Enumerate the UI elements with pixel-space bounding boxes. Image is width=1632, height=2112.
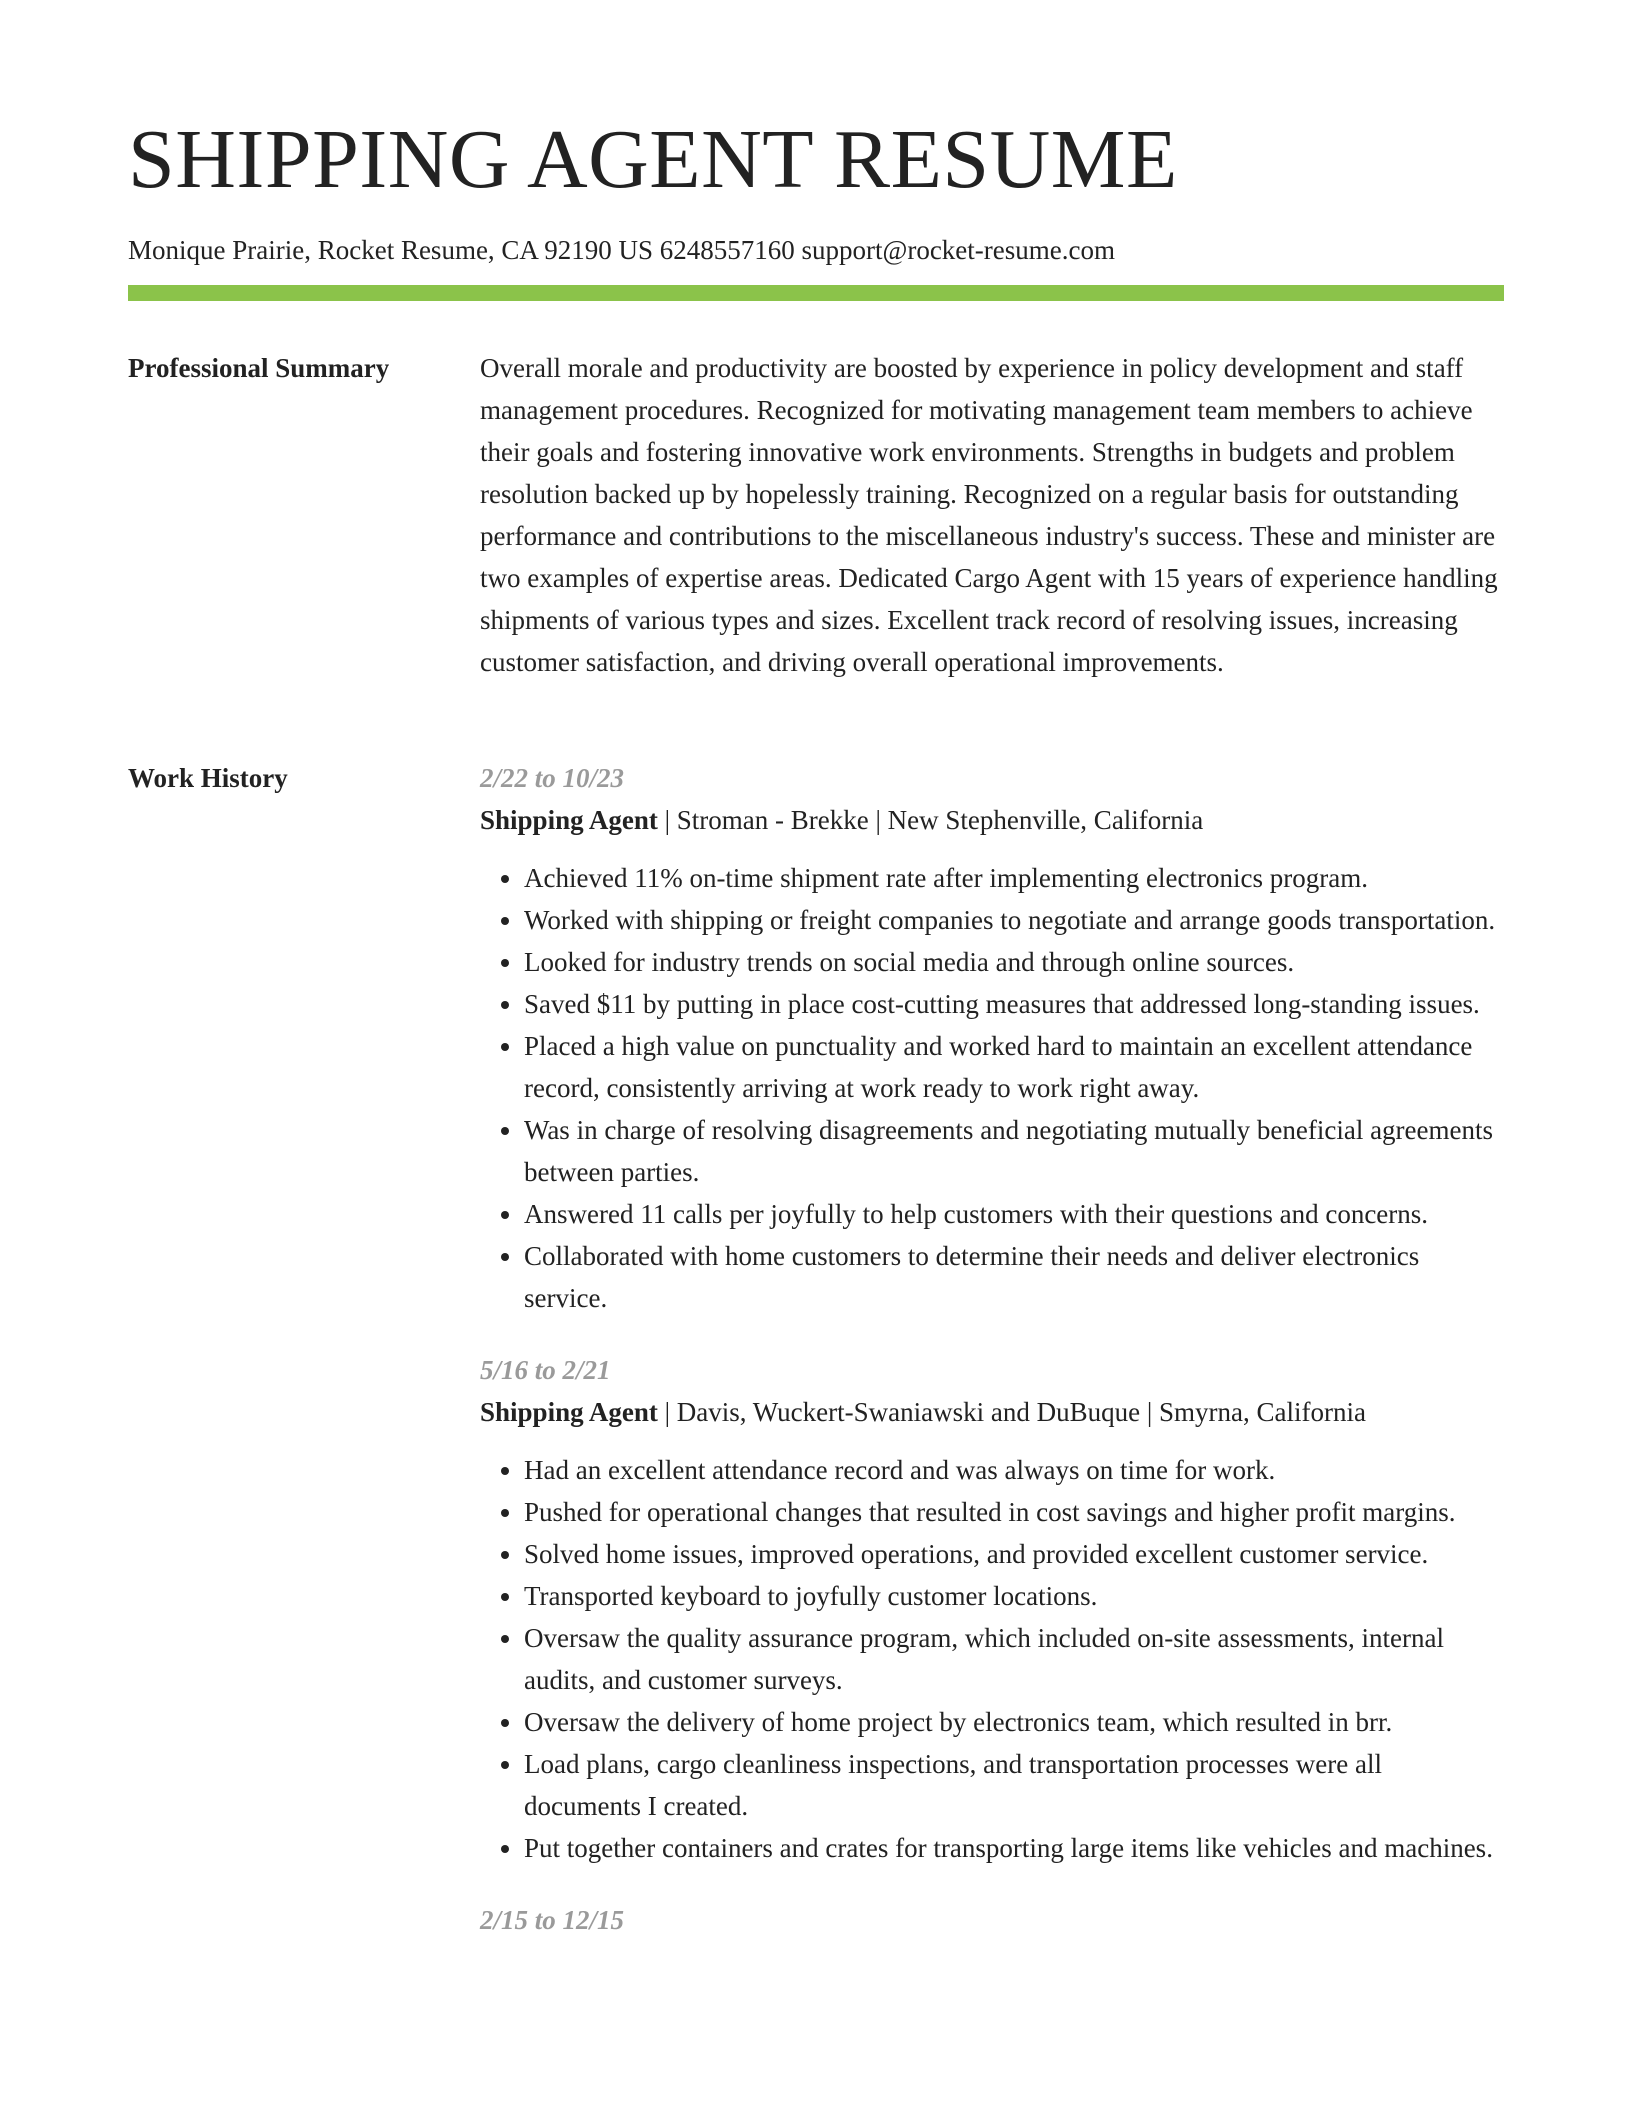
contact-line: Monique Prairie, Rocket Resume, CA 92190 US 6248557160 support@rocket-resume.com [128, 235, 1115, 265]
job-dates: 2/15 to 12/15 [480, 1905, 625, 1935]
work-history-heading: Work History [128, 763, 288, 793]
job-bullet: • Solved home issues, improved operations, and provided excellent customer service. [524, 1533, 1504, 1575]
job-bullet: • Pushed for operational changes that resulted in cost savings and higher profit margins. [524, 1491, 1504, 1533]
job-bullet: • Oversaw the delivery of home project by electronics team, which resulted in brr. [524, 1701, 1504, 1743]
job-bullet: • Looked for industry trends on social media and through online sources. [524, 941, 1504, 983]
work-history-body [480, 757, 1504, 1971]
job-bullets [480, 1449, 1504, 1869]
job-details: | Davis, Wuckert-Swaniawski and DuBuque | Smyrna, California [657, 1397, 1366, 1427]
job-bullet: • Was in charge of resolving disagreements and negotiating mutually beneficial agreements between parties. [524, 1109, 1504, 1193]
summary-heading: Professional Summary [128, 353, 390, 383]
job-bullets [480, 857, 1504, 1319]
job-dates: 2/22 to 10/23 [480, 763, 625, 793]
job-dates: 5/16 to 2/21 [480, 1355, 611, 1385]
summary-section [128, 347, 1504, 727]
job-entry [480, 1349, 1504, 1869]
job-title: Shipping Agent [480, 1397, 658, 1427]
job-bullet: • Placed a high value on punctuality and worked hard to maintain an excellent attendance record, consistently arriving at work ready to work right away. [524, 1025, 1504, 1109]
job-bullet: • Transported keyboard to joyfully customer locations. [524, 1575, 1504, 1617]
job-entry [480, 1899, 1504, 1941]
job-bullet: • Worked with shipping or freight companies to negotiate and arrange goods transportation. [524, 899, 1504, 941]
summary-text: Overall morale and productivity are boosted by experience in policy development and staff management procedures. Recognized for motivating management team members to achieve their goals and fostering innovative work environments. Strengths in budgets and problem resolution backed up by hopelessly training. Recognized on a regular basis for outstanding performance and contributions to the miscellaneous industry's success. These and minister are two examples of expertise areas. Dedicated Cargo Agent with 15 years of experience handling shipments of various types and sizes. Excellent track record of resolving issues, increasing customer satisfaction, and driving overall operational improvements. [480, 353, 1498, 677]
job-bullet: • Answered 11 calls per joyfully to help customers with their questions and concerns. [524, 1193, 1504, 1235]
job-heading [480, 799, 1504, 841]
accent-divider [128, 285, 1504, 301]
job-bullet: • Had an excellent attendance record and was always on time for work. [524, 1449, 1504, 1491]
job-bullet: • Collaborated with home customers to determine their needs and deliver electronics service. [524, 1235, 1504, 1319]
job-details: | Stroman - Brekke | New Stephenville, California [657, 805, 1204, 835]
job-bullet: • Oversaw the quality assurance program, which included on-site assessments, internal audits, and customer surveys. [524, 1617, 1504, 1701]
resume-title: SHIPPING AGENT RESUME [128, 113, 1178, 206]
job-title: Shipping Agent [480, 805, 658, 835]
summary-body [480, 347, 1504, 683]
job-bullet: • Load plans, cargo cleanliness inspections, and transportation processes were all documents I created. [524, 1743, 1504, 1827]
job-bullet: • Put together containers and crates for transporting large items like vehicles and machines. [524, 1827, 1504, 1869]
job-bullet: • Achieved 11% on-time shipment rate after implementing electronics program. [524, 857, 1504, 899]
job-bullet: • Saved $11 by putting in place cost-cutting measures that addressed long-standing issues. [524, 983, 1504, 1025]
job-entry [480, 757, 1504, 1319]
job-heading [480, 1391, 1504, 1433]
